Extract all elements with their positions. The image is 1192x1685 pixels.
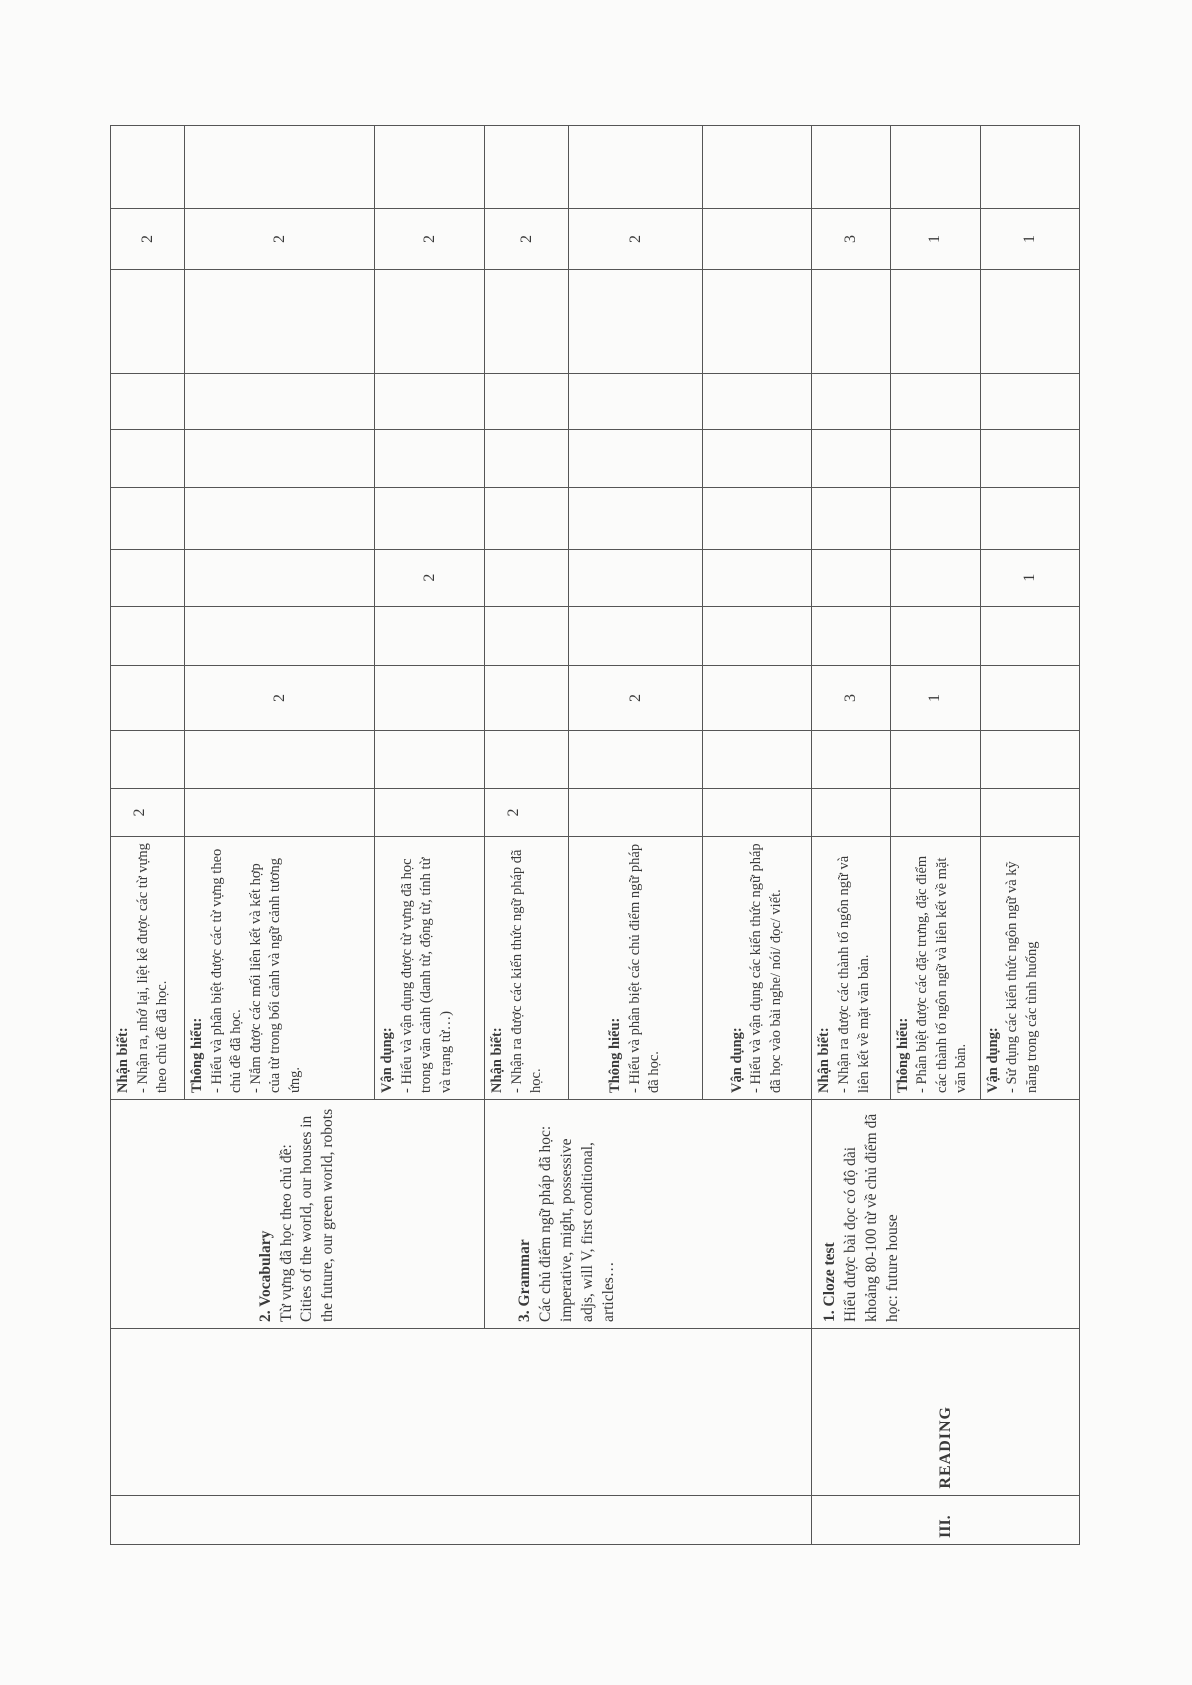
empty-cell — [111, 731, 185, 789]
requirement-cell — [890, 836, 980, 1099]
empty-cell — [184, 488, 374, 549]
empty-cell — [569, 374, 702, 430]
count-cell: 2 — [569, 665, 702, 731]
section-number: III. — [812, 1495, 1080, 1544]
empty-cell — [484, 374, 569, 430]
empty-cell — [980, 606, 1079, 665]
total-cell: 2 — [111, 208, 185, 269]
empty-cell — [890, 374, 980, 430]
level-label: Nhận biết: — [115, 1027, 131, 1093]
empty-cell — [702, 270, 812, 374]
level-label: Nhận biết: — [488, 1027, 505, 1093]
empty-cell — [111, 488, 185, 549]
empty-cell — [569, 126, 702, 209]
table-row — [111, 126, 185, 1545]
requirement-cell — [980, 836, 1079, 1099]
level-description: - Hiểu và phân biệt được các từ vựng theo chủ đề đã học. - Nắm được các mối liên kết và kết hợp của từ trong bối cảnh và ngữ cảnh tương ứng. — [208, 848, 303, 1093]
empty-cell — [484, 606, 569, 665]
topic-vocabulary — [111, 1099, 485, 1328]
empty-cell — [702, 208, 812, 269]
level-label: Nhận biết: — [816, 1027, 833, 1093]
count-cell: 2 — [375, 549, 485, 606]
total-cell: 2 — [569, 208, 702, 269]
requirement-cell — [569, 836, 702, 1099]
rotated-page — [110, 125, 1080, 1545]
empty-cell — [569, 731, 702, 789]
empty-cell — [184, 731, 374, 789]
empty-cell — [702, 126, 812, 209]
empty-cell — [980, 731, 1079, 789]
total-cell: 2 — [184, 208, 374, 269]
count-cell: 1 — [890, 665, 980, 731]
empty-cell — [980, 488, 1079, 549]
empty-cell — [980, 374, 1079, 430]
empty-cell — [111, 126, 185, 209]
empty-cell — [111, 374, 185, 430]
topic-title: 2. Vocabulary — [256, 1230, 274, 1322]
empty-cell — [980, 665, 1079, 731]
topic-body: Từ vựng đã học theo chủ đề: Cities of the world, our houses in the future, our green world, robots — [277, 1108, 337, 1322]
empty-cell — [702, 731, 812, 789]
level-label: Vận dụng: — [984, 1027, 1001, 1093]
total-cell: 1 — [890, 208, 980, 269]
level-description: - Nhận ra, nhớ lại, liệt kê được các từ vựng theo chủ đề đã học. — [134, 843, 171, 1093]
empty-cell — [184, 789, 374, 836]
empty-cell — [569, 549, 702, 606]
level-description: - Phân biệt được các đặc trưng, đặc điểm các thành tố ngôn ngữ và liên kết về mặt văn bản. — [914, 855, 970, 1093]
empty-cell — [484, 270, 569, 374]
specification-matrix — [110, 125, 1080, 1545]
empty-cell — [702, 665, 812, 731]
empty-cell — [111, 430, 185, 488]
empty-cell — [375, 731, 485, 789]
empty-cell — [702, 549, 812, 606]
empty-cell — [890, 606, 980, 665]
level-label: Vận dụng: — [728, 1027, 745, 1093]
empty-cell — [484, 126, 569, 209]
empty-cell — [812, 270, 890, 374]
empty-cell — [569, 606, 702, 665]
topic-title: 1. Cloze test — [821, 1242, 839, 1322]
empty-cell — [484, 665, 569, 731]
empty-cell — [890, 270, 980, 374]
topic-title: 3. Grammar — [515, 1239, 533, 1322]
level-label: Thông hiểu: — [188, 1017, 205, 1093]
topic-body: Các chủ điểm ngữ pháp đã học: imperative, might, possessive adjs, will V, first conditional, articles… — [536, 1125, 617, 1322]
empty-cell — [375, 374, 485, 430]
total-cell: 1 — [980, 208, 1079, 269]
requirement-cell — [812, 836, 890, 1099]
empty-cell — [812, 606, 890, 665]
empty-cell — [702, 488, 812, 549]
empty-cell — [702, 606, 812, 665]
topic-cloze — [812, 1099, 1080, 1328]
empty-cell — [375, 270, 485, 374]
skill-reading: READING — [812, 1328, 1080, 1495]
level-label: Thông hiểu: — [607, 1017, 624, 1093]
empty-cell — [375, 606, 485, 665]
empty-cell — [111, 606, 185, 665]
empty-cell — [184, 606, 374, 665]
total-cell: 2 — [484, 208, 569, 269]
empty-cell — [569, 270, 702, 374]
empty-cell — [980, 126, 1079, 209]
empty-cell — [111, 665, 185, 731]
empty-cell — [702, 789, 812, 836]
empty-cell — [375, 789, 485, 836]
count-cell: 3 — [812, 665, 890, 731]
topic-grammar — [484, 1099, 811, 1328]
count-cell: 2 — [484, 789, 569, 836]
empty-cell — [980, 430, 1079, 488]
empty-cell — [812, 488, 890, 549]
empty-cell — [890, 789, 980, 836]
requirement-cell — [111, 836, 185, 1099]
empty-cell — [375, 430, 485, 488]
empty-cell — [980, 270, 1079, 374]
requirement-cell — [184, 836, 374, 1099]
empty-cell — [569, 430, 702, 488]
empty-cell — [484, 731, 569, 789]
empty-cell — [184, 549, 374, 606]
level-description: - Hiểu và phân biệt các chủ điểm ngữ pháp đã học. — [626, 843, 663, 1093]
empty-cell — [890, 430, 980, 488]
table-row — [812, 126, 890, 1545]
level-description: - Hiểu và vận dụng được từ vựng đã học trong văn cảnh (danh từ, động từ, tính từ và trạng từ…) — [398, 857, 454, 1093]
empty-cell — [812, 374, 890, 430]
empty-cell — [890, 488, 980, 549]
level-description: - Nhận ra được các thành tố ngôn ngữ và liên kết về mặt văn bản. — [835, 855, 872, 1093]
level-label: Vận dụng: — [379, 1027, 396, 1093]
requirement-cell — [375, 836, 485, 1099]
empty-cell — [812, 549, 890, 606]
level-description: - Hiểu và vận dụng các kiến thức ngữ pháp đã học vào bài nghe/ nói/ đọc/ viết. — [748, 843, 784, 1093]
requirement-cell — [484, 836, 569, 1099]
level-description: - Nhận ra được các kiến thức ngữ pháp đã học. — [508, 849, 545, 1093]
requirement-cell — [702, 836, 812, 1099]
empty-cell — [111, 549, 185, 606]
empty-cell — [569, 789, 702, 836]
empty-cell — [184, 374, 374, 430]
empty-cell — [890, 549, 980, 606]
empty-cell — [184, 270, 374, 374]
empty-cell — [484, 430, 569, 488]
level-label: Thông hiểu: — [894, 1017, 911, 1093]
empty-cell — [375, 665, 485, 731]
empty-cell — [111, 270, 185, 374]
empty-cell — [375, 126, 485, 209]
blank-skill-cell — [111, 1328, 812, 1495]
empty-cell — [375, 488, 485, 549]
empty-cell — [812, 731, 890, 789]
count-cell: 2 — [111, 789, 185, 836]
count-cell: 1 — [980, 549, 1079, 606]
topic-body: Hiểu được bài đọc có độ dài khoảng 80-100 từ về chủ điểm đã học: future house — [842, 1113, 902, 1322]
empty-cell — [184, 430, 374, 488]
empty-cell — [812, 126, 890, 209]
total-cell: 2 — [375, 208, 485, 269]
empty-cell — [184, 126, 374, 209]
level-description: - Sử dụng các kiến thức ngôn ngữ và kỹ năng trong các tình huống — [1004, 861, 1040, 1093]
empty-cell — [890, 126, 980, 209]
count-cell: 2 — [184, 665, 374, 731]
empty-cell — [812, 789, 890, 836]
total-cell: 3 — [812, 208, 890, 269]
blank-section-cell — [111, 1495, 812, 1544]
empty-cell — [569, 488, 702, 549]
empty-cell — [702, 430, 812, 488]
empty-cell — [484, 549, 569, 606]
empty-cell — [980, 789, 1079, 836]
empty-cell — [890, 731, 980, 789]
empty-cell — [484, 488, 569, 549]
empty-cell — [812, 430, 890, 488]
empty-cell — [702, 374, 812, 430]
